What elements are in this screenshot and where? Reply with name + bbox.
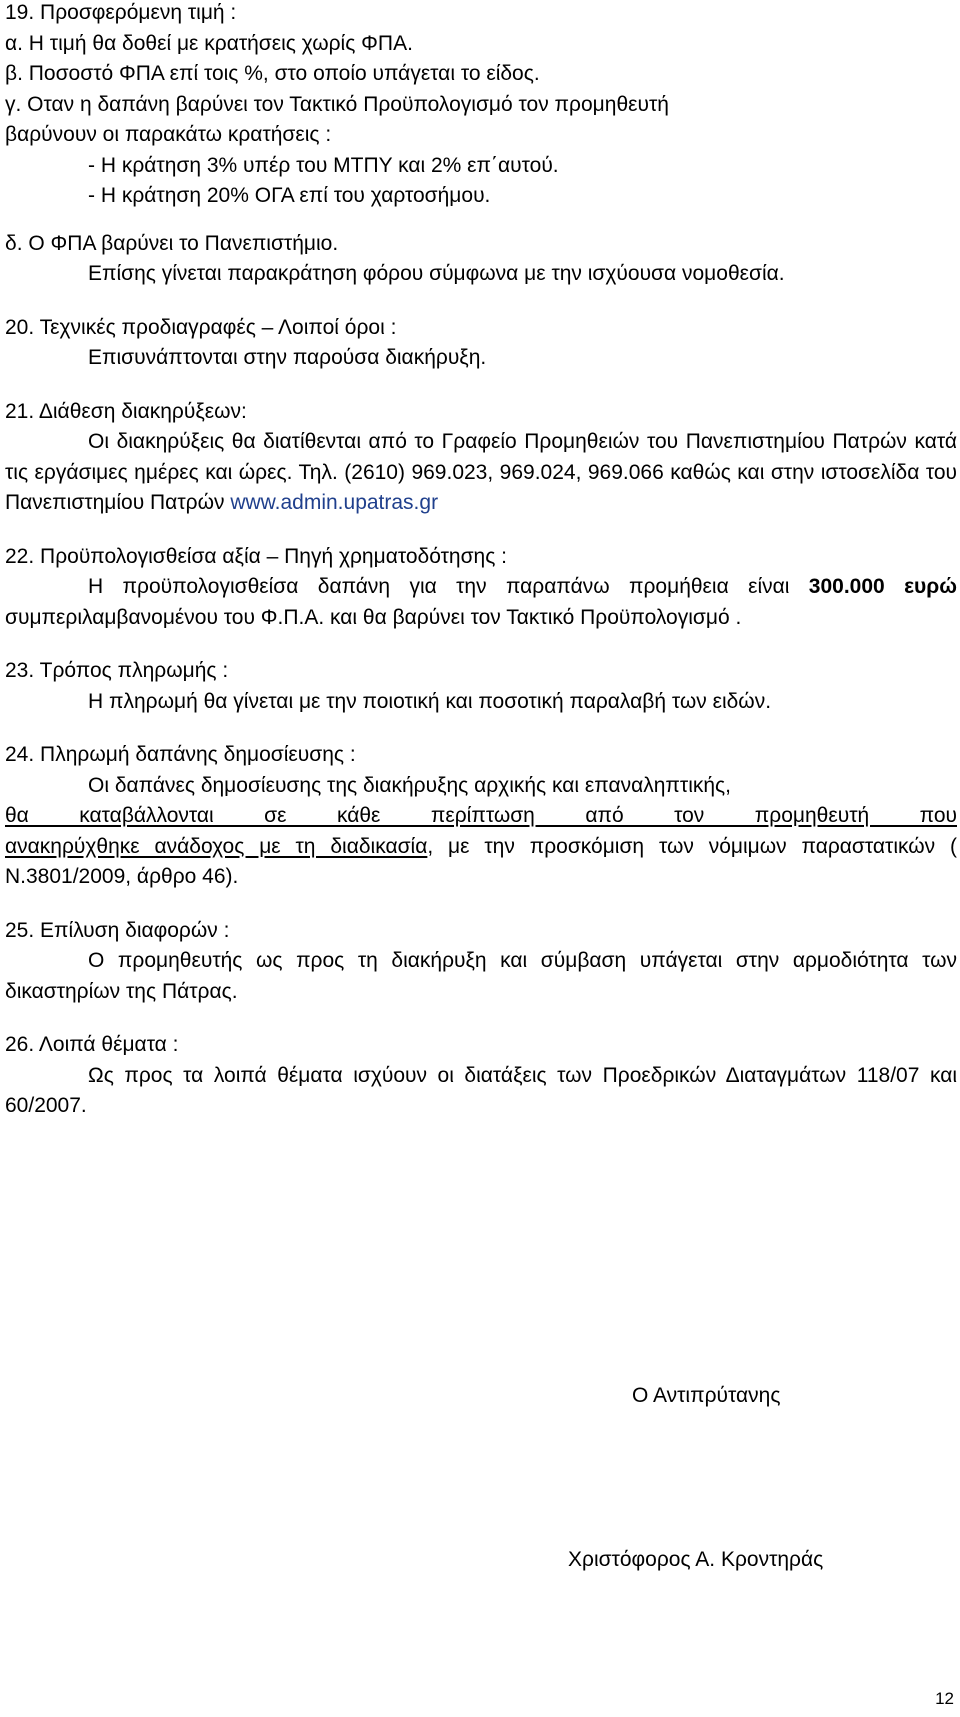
page-number: 12 [935,1689,954,1708]
section-25-heading: 25. Επίλυση διαφορών : [5,918,230,942]
section-19 [5,0,957,290]
item-c-deduction-2: - Η κράτηση 20% ΟΓΑ επί του χαρτοσήμου. [88,184,491,207]
university-website-link[interactable]: www.admin.upatras.gr [230,491,439,514]
underlined-text-2: ανακηρύχθηκε ανάδοχος με τη διαδικασία [5,834,428,858]
item-c-line1: γ. Οταν η δαπάνη βαρύνει τον Τακτικό Προϋπολογισμό τον προμηθευτή [5,92,669,116]
section-24-heading: 24. Πληρωμή δαπάνης δημοσίευσης : [5,743,356,766]
section-22-body-2: συμπεριλαμβανομένου του Φ.Π.Α. και θα βαρύνει τον Τακτικό Προϋπολογισμό . [5,605,742,629]
item-c-line2: βαρύνουν οι παρακάτω κρατήσεις : [5,123,332,146]
section-24 [5,740,957,893]
section-23 [5,656,957,717]
signature-role: Ο Αντιπρύτανης [632,1384,781,1407]
item-c-deduction-1: - Η κράτηση 3% υπέρ του ΜΤΠΥ και 2% επ΄αυτού. [88,153,559,177]
section-24-text-line1: Οι δαπάνες δημοσίευσης της διακήρυξης αρχικής και επαναληπτικής, [88,773,731,797]
section-20 [5,313,957,374]
section-26-heading: 26. Λοιπά θέματα : [5,1033,179,1056]
section-21-body: Οι διακηρύξεις θα διατίθενται από το Γραφείο Προμηθειών του Πανεπιστημίου Πατρών κατά τις εργάσιμες ημέρες και ώρες. Τηλ. (2610) 969.023, 969.024, 969.066 καθώς και στην ιστοσελίδα του Πανεπιστημίου Πατρών [5,430,957,514]
section-23-heading: 23. Τρόπος πληρωμής : [5,659,229,682]
section-20-text: Επισυνάπτονται στην παρούσα διακήρυξη. [88,346,487,369]
budget-amount: 300.000 ευρώ [808,575,957,598]
section-21 [5,397,957,519]
underlined-text-1: θα καταβάλλονται σε κάθε περίπτωση από τον προμηθευτή που [5,804,957,827]
section-22 [5,542,957,634]
section-22-heading: 22. Προϋπολογισθείσα αξία – Πηγή χρηματοδότησης : [5,544,508,568]
item-d-tax-note: Επίσης γίνεται παρακράτηση φόρου σύμφωνα με την ισχύουσα νομοθεσία. [88,262,785,285]
section-25 [5,916,957,1008]
section-24-text-rest [5,801,957,893]
item-b: β. Ποσοστό ΦΠΑ επί τοις %, στο οποίο υπάγεται το είδος. [5,62,540,85]
signature-name: Χριστόφορος Α. Κροντηράς [568,1548,824,1571]
item-a: α. Η τιμή θα δοθεί με κρατήσεις χωρίς ΦΠΑ. [5,31,413,55]
section-24-body-2: , με την προσκόμιση των νόμιμων παραστατικών ( Ν.3801/2009, άρθρο 46). [5,834,957,888]
section-21-text [5,427,957,519]
section-22-text [5,572,957,633]
section-23-text: Η πληρωμή θα γίνεται με την ποιοτική και ποσοτική παραλαβή των ειδών. [88,689,772,713]
section-21-heading: 21. Διάθεση διακηρύξεων: [5,399,247,423]
section-25-text: Ο προμηθευτής ως προς τη διακήρυξη και σύμβαση υπάγεται στην αρμοδιότητα των δικαστηρίων της Πάτρας. [5,949,957,1003]
item-d: δ. Ο ΦΠΑ βαρύνει το Πανεπιστήμιο. [5,231,339,255]
section-22-body-1: Η προϋπολογισθείσα δαπάνη για την παραπάνω προμήθεια είναι [88,575,809,598]
document-page [5,0,957,1122]
section-26 [5,1030,957,1122]
section-26-text: Ως προς τα λοιπά θέματα ισχύουν οι διατάξεις των Προεδρικών Διαταγμάτων 118/07 και 60/2007. [5,1063,957,1117]
section-19-heading: 19. Προσφερόμενη τιμή : [5,1,237,24]
section-20-heading: 20. Τεχνικές προδιαγραφές – Λοιποί όροι : [5,315,397,339]
